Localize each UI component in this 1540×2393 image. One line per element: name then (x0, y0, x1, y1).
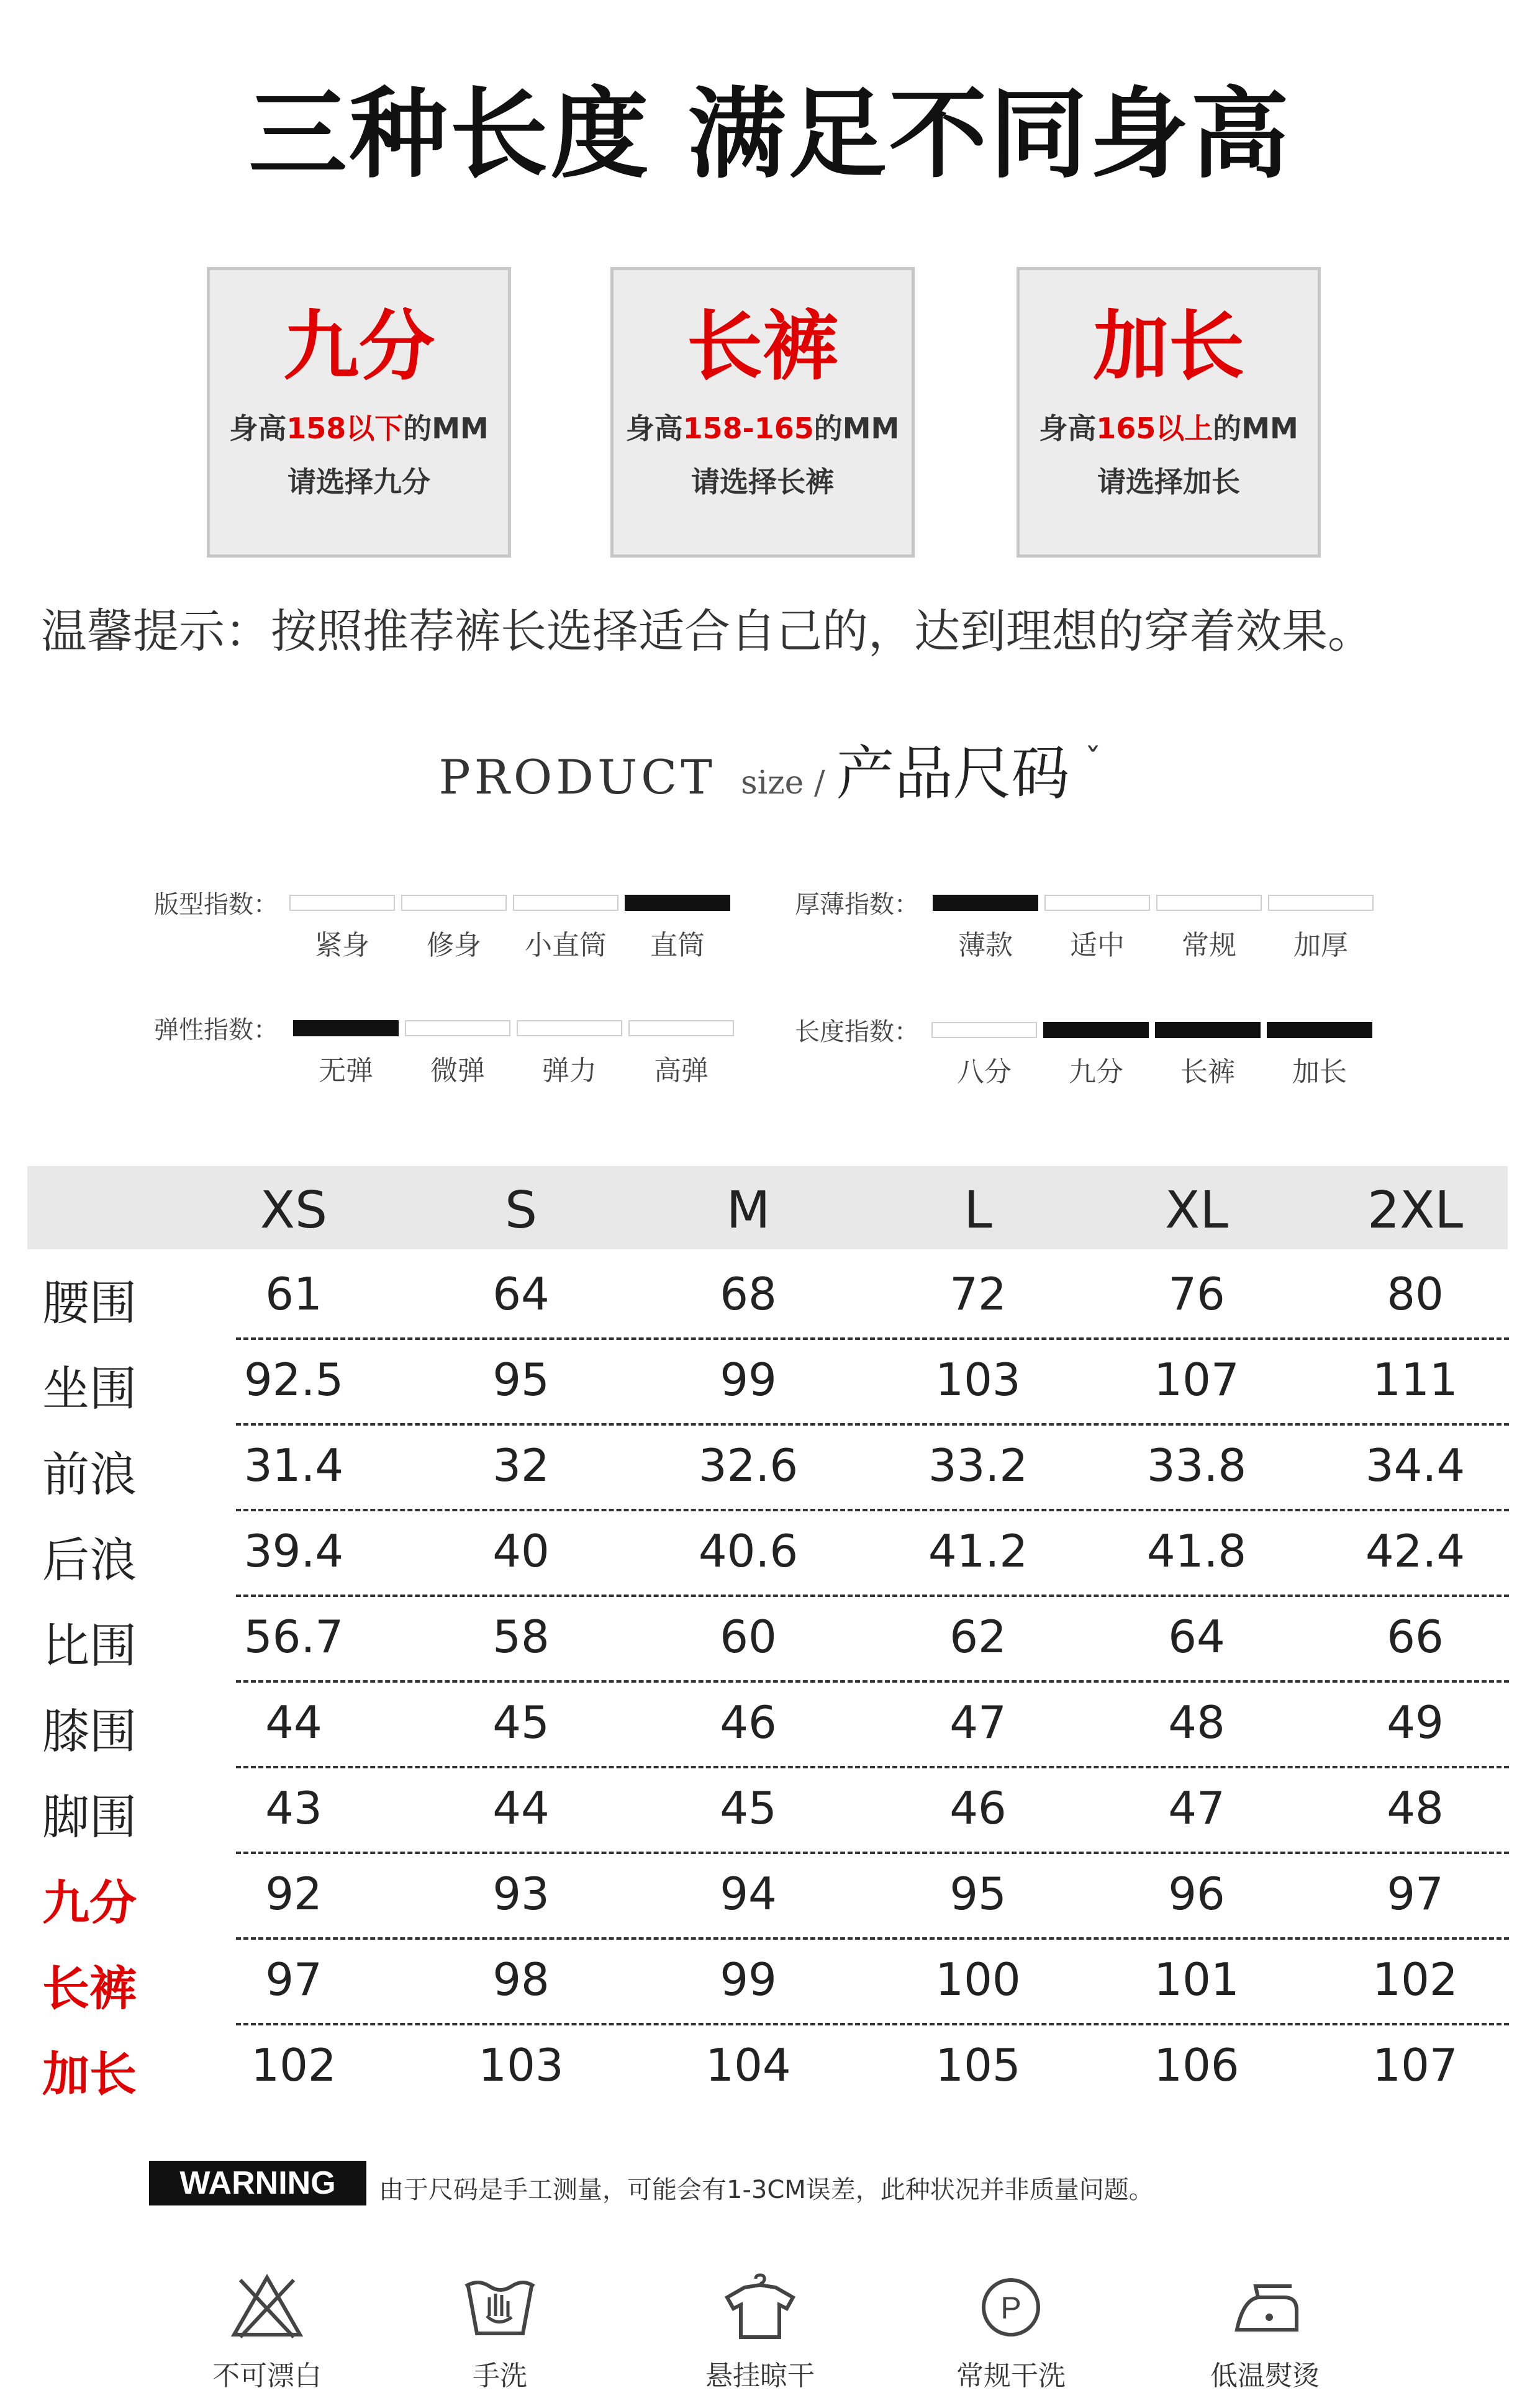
elasticity-option: 弹力 (542, 1055, 597, 1087)
size-column-header: M (726, 1181, 771, 1240)
thickness-index-label: 厚薄指数： (795, 890, 919, 919)
row-divider (236, 1423, 1509, 1426)
measurement-label: 长裤 (42, 1961, 137, 2016)
row-divider (236, 1680, 1509, 1683)
elasticity-index-segment-active (293, 1020, 399, 1036)
size-value-cell: 44 (492, 1782, 550, 1834)
fit-option: 小直筒 (525, 930, 607, 961)
hang-dry-icon (720, 2273, 800, 2341)
size-value-cell: 95 (949, 1868, 1007, 1920)
size-value-cell: 48 (1168, 1696, 1225, 1748)
warning-text: 由于尺码是手工测量，可能会有1-3CM误差，此种状况并非质量问题。 (379, 2176, 1154, 2204)
size-value-cell: 111 (1372, 1354, 1458, 1406)
size-value-cell: 94 (720, 1868, 777, 1920)
thickness-index-segment (1268, 895, 1374, 911)
thickness-index-segment-active (933, 895, 1038, 911)
size-value-cell: 68 (720, 1268, 777, 1320)
size-value-cell: 40 (492, 1525, 550, 1577)
care-label: 低温熨烫 (1210, 2360, 1320, 2392)
card-description: 身高158以下的MM (229, 412, 489, 445)
row-divider (236, 1509, 1509, 1511)
size-value-cell: 31.4 (243, 1439, 344, 1491)
care-item-no-bleach (180, 2273, 354, 2393)
size-value-cell: 107 (1154, 1354, 1239, 1406)
size-value-cell: 47 (949, 1696, 1007, 1748)
size-value-cell: 95 (492, 1354, 550, 1406)
size-value-cell: 98 (492, 1953, 550, 2006)
size-value-cell: 104 (705, 2039, 791, 2091)
size-value-cell: 103 (478, 2039, 564, 2091)
svg-text:P: P (1000, 2291, 1021, 2325)
size-column-header: L (964, 1181, 992, 1240)
fit-index-segment (513, 895, 618, 911)
size-value-cell: 56.7 (243, 1611, 344, 1663)
care-item-hang-dry (673, 2273, 847, 2393)
thickness-index-segment (1156, 895, 1262, 911)
measurement-label: 脚围 (42, 1789, 137, 1845)
size-value-cell: 46 (949, 1782, 1007, 1834)
care-label: 常规干洗 (956, 2360, 1066, 2392)
size-column-header: XL (1165, 1181, 1228, 1240)
size-value-cell: 72 (949, 1268, 1007, 1320)
size-value-cell: 34.4 (1365, 1439, 1465, 1491)
fit-index-segment-active (625, 895, 730, 911)
elasticity-index-segment (405, 1020, 510, 1036)
heading-size: size / (740, 764, 825, 802)
size-value-cell: 99 (720, 1953, 777, 2006)
size-value-cell: 47 (1168, 1782, 1225, 1834)
elasticity-option: 无弹 (319, 1055, 373, 1087)
care-label: 悬挂晾干 (705, 2360, 815, 2392)
length-option: 九分 (1069, 1056, 1123, 1088)
row-divider (236, 1595, 1509, 1597)
thickness-option: 薄款 (958, 930, 1013, 961)
card-recommendation: 请选择九分 (288, 465, 430, 499)
hand-wash-icon (460, 2273, 540, 2341)
fit-option: 直筒 (650, 930, 705, 961)
size-value-cell: 39.4 (243, 1525, 344, 1577)
measurement-label: 膝围 (42, 1704, 137, 1759)
thickness-index-segment (1044, 895, 1150, 911)
size-value-cell: 62 (949, 1611, 1007, 1663)
size-value-cell: 40.6 (698, 1525, 799, 1577)
length-option: 加长 (1292, 1056, 1347, 1088)
measurement-label: 比围 (42, 1618, 137, 1673)
size-value-cell: 45 (720, 1782, 777, 1834)
warning-badge: WARNING (149, 2161, 366, 2205)
size-value-cell: 92.5 (243, 1354, 344, 1406)
fit-index-label: 版型指数： (154, 890, 278, 919)
size-value-cell: 106 (1154, 2039, 1239, 2091)
fit-index-segment (289, 895, 395, 911)
size-value-cell: 46 (720, 1696, 777, 1748)
size-value-cell: 100 (935, 1953, 1021, 2006)
size-value-cell: 32.6 (698, 1439, 799, 1491)
size-value-cell: 102 (1372, 1953, 1458, 2006)
size-column-header: XS (260, 1181, 328, 1240)
measurement-label: 坐围 (42, 1361, 137, 1416)
size-value-cell: 41.2 (928, 1525, 1028, 1577)
elasticity-option: 微弹 (430, 1055, 485, 1087)
measurement-label: 腰围 (42, 1275, 137, 1331)
fit-option: 紧身 (315, 930, 369, 961)
length-option: 长裤 (1180, 1056, 1235, 1088)
card-title: 长裤 (687, 302, 838, 391)
page-headline: 三种长度 满足不同身高 (248, 78, 1292, 192)
care-item-hand-wash (413, 2273, 587, 2393)
size-value-cell: 101 (1154, 1953, 1239, 2006)
length-index-segment-active (1267, 1022, 1372, 1038)
length-card-long (610, 267, 915, 558)
size-value-cell: 33.8 (1146, 1439, 1247, 1491)
size-value-cell: 97 (1387, 1868, 1444, 1920)
height-range: 165以上 (1096, 412, 1213, 445)
measurement-label: 后浪 (42, 1532, 137, 1588)
size-value-cell: 49 (1387, 1696, 1444, 1748)
size-value-cell: 32 (492, 1439, 550, 1491)
fit-index-segment (401, 895, 507, 911)
size-value-cell: 64 (1168, 1611, 1225, 1663)
heading-english: PRODUCT (438, 749, 716, 805)
length-card-nine-tenths (207, 267, 511, 558)
size-value-cell: 44 (265, 1696, 322, 1748)
card-recommendation: 请选择加长 (1097, 465, 1240, 499)
chevron-down-icon: ˇ (1084, 741, 1102, 780)
length-option: 八分 (957, 1056, 1012, 1088)
length-index-label: 长度指数： (795, 1018, 919, 1046)
size-value-cell: 102 (251, 2039, 337, 2091)
no-bleach-icon (227, 2273, 307, 2341)
size-value-cell: 105 (935, 2039, 1021, 2091)
size-value-cell: 45 (492, 1696, 550, 1748)
row-divider (236, 1937, 1509, 1940)
measurement-label: 加长 (42, 2047, 137, 2102)
size-column-header: 2XL (1367, 1181, 1464, 1240)
size-value-cell: 41.8 (1146, 1525, 1247, 1577)
size-value-cell: 64 (492, 1268, 550, 1320)
low-iron-icon (1225, 2273, 1305, 2341)
size-value-cell: 76 (1168, 1268, 1225, 1320)
heading-chinese: 产品尺码 (836, 740, 1070, 808)
elasticity-index-segment (628, 1020, 734, 1036)
dry-clean-icon (971, 2273, 1051, 2341)
size-value-cell: 33.2 (928, 1439, 1028, 1491)
sizing-tip: 温馨提示：按照推荐裤长选择适合自己的，达到理想的穿着效果。 (41, 605, 1374, 658)
size-column-header: S (504, 1181, 538, 1240)
measurement-label: 九分 (42, 1875, 137, 1930)
size-value-cell: 93 (492, 1868, 550, 1920)
fit-option: 修身 (427, 930, 481, 961)
size-value-cell: 96 (1168, 1868, 1225, 1920)
size-value-cell: 61 (265, 1268, 322, 1320)
size-value-cell: 66 (1387, 1611, 1444, 1663)
thickness-option: 常规 (1182, 930, 1236, 961)
elasticity-index-segment (517, 1020, 622, 1036)
thickness-option: 加厚 (1293, 930, 1348, 961)
length-index-segment (931, 1022, 1037, 1038)
thickness-option: 适中 (1070, 930, 1125, 961)
size-value-cell: 99 (720, 1354, 777, 1406)
size-value-cell: 103 (935, 1354, 1021, 1406)
length-index-segment-active (1155, 1022, 1261, 1038)
measurement-label: 前浪 (42, 1447, 137, 1502)
length-index-segment-active (1043, 1022, 1149, 1038)
height-range: 158-165 (682, 412, 814, 445)
card-recommendation: 请选择长裤 (691, 465, 834, 499)
card-description: 身高165以上的MM (1039, 412, 1298, 445)
card-title: 九分 (283, 302, 435, 391)
row-divider (236, 2023, 1509, 2025)
size-value-cell: 80 (1387, 1268, 1444, 1320)
row-divider (236, 1766, 1509, 1768)
elasticity-option: 高弹 (654, 1055, 709, 1087)
size-value-cell: 97 (265, 1953, 322, 2006)
size-value-cell: 48 (1387, 1782, 1444, 1834)
size-value-cell: 42.4 (1365, 1525, 1465, 1577)
care-label: 不可漂白 (212, 2360, 322, 2392)
length-card-extra-long (1017, 267, 1321, 558)
size-value-cell: 107 (1372, 2039, 1458, 2091)
product-size-heading (0, 726, 1540, 810)
card-title: 加长 (1093, 302, 1244, 391)
height-range: 158以下 (286, 412, 404, 445)
card-description: 身高158-165的MM (625, 412, 900, 445)
size-value-cell: 60 (720, 1611, 777, 1663)
row-divider (236, 1852, 1509, 1854)
elasticity-index-label: 弹性指数： (154, 1016, 278, 1044)
care-label: 手洗 (473, 2360, 527, 2392)
care-item-low-iron (1178, 2273, 1352, 2393)
row-divider (236, 1337, 1509, 1340)
care-item-dry-clean (924, 2273, 1098, 2393)
size-value-cell: 43 (265, 1782, 322, 1834)
size-value-cell: 92 (265, 1868, 322, 1920)
size-value-cell: 58 (492, 1611, 550, 1663)
